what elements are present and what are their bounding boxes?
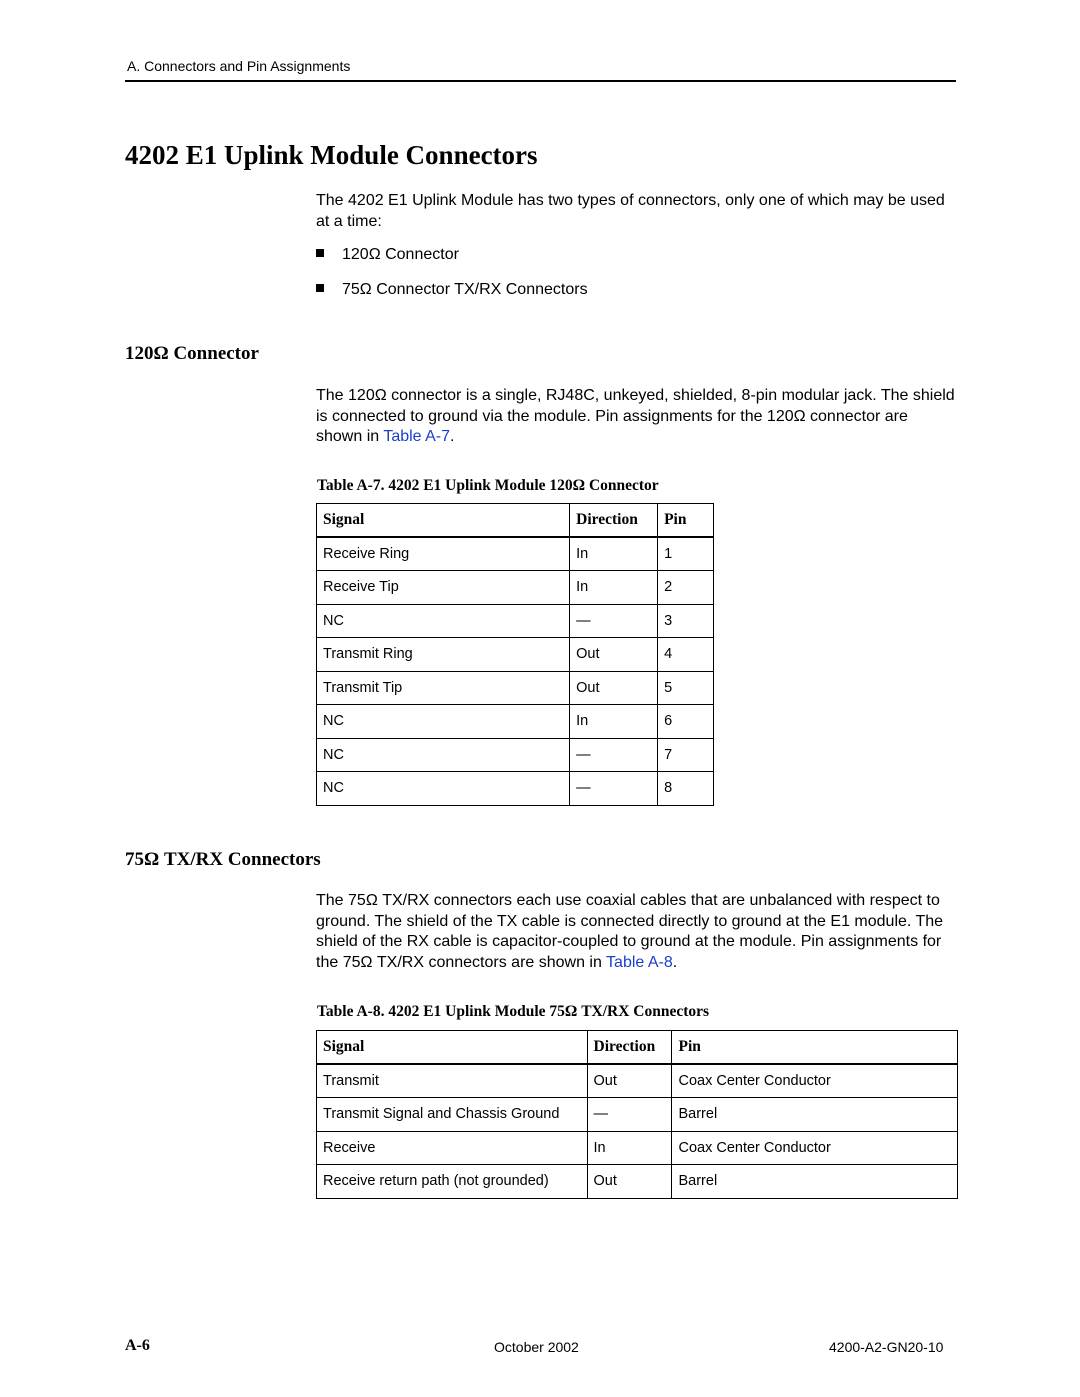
column-header-direction: Direction [570,504,658,538]
table-row [317,1064,958,1098]
table-row [317,537,714,571]
pin-cell: Coax Center Conductor [672,1064,958,1098]
table-row [317,1165,958,1199]
pin-cell: 6 [658,705,714,739]
footer-date: October 2002 [494,1339,579,1355]
footer-page-number: A-6 [125,1337,150,1354]
table-row [317,571,714,605]
table-row [317,1131,958,1165]
page-title: 4202 E1 Uplink Module Connectors [125,140,538,170]
pin-cell: 8 [658,772,714,806]
direction-cell: — [570,772,658,806]
direction-cell: Out [587,1165,672,1199]
table-header-row [317,1031,958,1065]
signal-cell: NC [317,772,570,806]
section-heading-75-connectors: 75Ω TX/RX Connectors [125,849,321,870]
signal-cell: Receive [317,1131,588,1165]
signal-cell: NC [317,738,570,772]
column-header-signal: Signal [317,504,570,538]
direction-cell: Out [570,671,658,705]
direction-cell: Out [570,638,658,672]
bullet-item [316,281,588,299]
running-header: A. Connectors and Pin Assignments [127,58,351,74]
table-row [317,604,714,638]
section-120-paragraph [316,386,956,448]
bullet-item [316,246,459,264]
signal-cell: Transmit Tip [317,671,570,705]
table-a7-link[interactable]: Table A-7 [383,428,451,445]
bullet-text: 120Ω Connector [342,246,459,263]
table-header-row [317,504,714,538]
pin-cell: 4 [658,638,714,672]
bullet-square-icon [316,249,324,257]
table-a8-caption: Table A-8. 4202 E1 Uplink Module 75Ω TX/RX Connectors [317,1003,710,1020]
intro-paragraph: The 4202 E1 Uplink Module has two types of connectors, only one of which may be used at a time: [316,192,945,230]
direction-cell: In [570,537,658,571]
direction-cell: — [570,604,658,638]
direction-cell: Out [587,1064,672,1098]
table-row [317,638,714,672]
table-row [317,772,714,806]
bullet-text: 75Ω Connector TX/RX Connectors [342,281,588,298]
paragraph-text: The 120Ω connector is a single, RJ48C, unkeyed, shielded, 8-pin modular jack. The shield is connected to ground via the module. Pin assignments for the 120Ω connector are shown in [316,387,955,445]
signal-cell: Receive Ring [317,537,570,571]
direction-cell: In [570,571,658,605]
table-row [317,671,714,705]
signal-cell: Receive return path (not grounded) [317,1165,588,1199]
signal-cell: Transmit Signal and Chassis Ground [317,1098,588,1132]
column-header-direction: Direction [587,1031,672,1065]
pin-cell: 3 [658,604,714,638]
pin-cell: 1 [658,537,714,571]
direction-cell: — [570,738,658,772]
paragraph-text: . [672,953,678,971]
table-row [317,705,714,739]
pin-cell: Barrel [672,1165,958,1199]
pin-cell: 5 [658,671,714,705]
section-75-paragraph [316,891,956,973]
table-row [317,1098,958,1132]
direction-cell: In [570,705,658,739]
signal-cell: Transmit [317,1064,588,1098]
paragraph-text: . [450,428,455,445]
footer-document-number: 4200-A2-GN20-10 [829,1339,944,1355]
section-heading-120-connector: 120Ω Connector [125,343,259,364]
table-a8 [316,1030,958,1199]
table-row [317,738,714,772]
table-a8-link[interactable]: Table A-8 [606,953,673,971]
direction-cell: — [587,1098,672,1132]
column-header-pin: Pin [658,504,714,538]
direction-cell: In [587,1131,672,1165]
table-a7 [316,503,714,806]
column-header-pin: Pin [672,1031,958,1065]
bullet-square-icon [316,284,324,292]
header-rule [125,80,956,82]
pin-cell: 7 [658,738,714,772]
signal-cell: Transmit Ring [317,638,570,672]
table-a7-caption: Table A-7. 4202 E1 Uplink Module 120Ω Connector [317,477,659,494]
column-header-signal: Signal [317,1031,588,1065]
paragraph-text: The 75Ω TX/RX connectors each use coaxial cables that are unbalanced with respect to ground. The shield of the TX cable is connected directly to ground at the E1 module. The shield of the RX cable is capacitor-coupled to ground at the module. Pin assignments for the 75Ω TX/RX connectors are shown in [316,892,944,971]
pin-cell: Coax Center Conductor [672,1131,958,1165]
signal-cell: NC [317,705,570,739]
pin-cell: Barrel [672,1098,958,1132]
signal-cell: Receive Tip [317,571,570,605]
signal-cell: NC [317,604,570,638]
pin-cell: 2 [658,571,714,605]
